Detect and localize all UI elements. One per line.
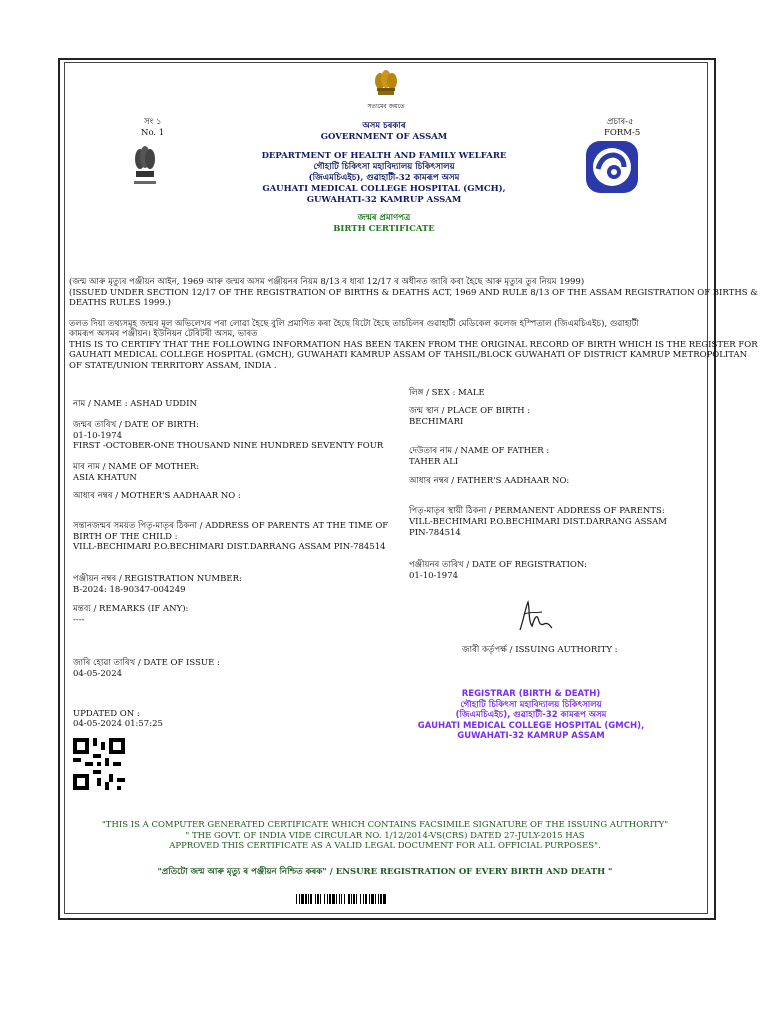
child-name: নাম / NAME : ASHAD UDDIN bbox=[73, 399, 197, 409]
footer-note-3: APPROVED THIS CERTIFICATE AS A VALID LEGAL DOCUMENT FOR ALL OFFICIAL PURPOSES". bbox=[169, 841, 601, 851]
sex-field: লিঙ্গ / SEX : MALE bbox=[409, 388, 485, 398]
father-name-value: TAHER ALI bbox=[409, 457, 459, 467]
footer-note-1: "THIS IS A COMPUTER GENERATED CERTIFICATE WHICH CONTAINS FACSIMILE SIGNATURE OF THE ISSUING AUTHORITY" bbox=[101, 820, 669, 830]
certificate-title: BIRTH CERTIFICATE bbox=[333, 224, 435, 234]
updated-on-value: 04-05-2024 01:57:25 bbox=[73, 719, 163, 729]
permanent-address-value-2: PIN-784514 bbox=[409, 528, 461, 538]
father-aadhaar-label: আধাৰ নম্বৰ / FATHER'S AADHAAR NO: bbox=[409, 476, 570, 486]
remarks-value: ---- bbox=[73, 615, 85, 625]
hospital-short-assamese: (জিএমচিএইচ), গুৱাহাটী-32 কামৰূপ অসম bbox=[308, 173, 460, 183]
registrar-hospital-assamese: গৌহাটি চিকিৎসা মহাবিদ্যালয় চিকিৎসালয় bbox=[460, 699, 602, 710]
place-of-birth-label: জন্ম স্থান / PLACE OF BIRTH : bbox=[409, 406, 531, 416]
national-emblem bbox=[366, 68, 406, 113]
legal-text-assamese-1: (জন্ম আৰু মৃত্যুৰ পঞ্জীয়ন আইন, 1969 আৰু জন্মৰ অসম পঞ্জীয়নৰ নিয়ম 8/13 ৰ ধাৰা 12/17 ৰ অধীনত জাৰি কৰা হৈছে আৰু মৃত্যুৰ তুৰ নিয়ম 1999) bbox=[69, 277, 585, 287]
legal-text-english-1: (ISSUED UNDER SECTION 12/17 OF THE REGISTRATION OF BIRTHS & DEATHS ACT, 1969 AND RULE 8/13 OF THE ASSAM REGISTRATION OF BIRTHS & bbox=[69, 287, 758, 298]
permanent-address-value-1: VILL-BECHIMARI P.O.BECHIMARI DIST.DARRANG ASSAM bbox=[409, 517, 667, 527]
signature-icon bbox=[512, 596, 556, 636]
birth-address-label-2: BIRTH OF THE CHILD : bbox=[73, 532, 178, 542]
mother-aadhaar-label: আধাৰ নম্বৰ / MOTHER'S AADHAAR NO : bbox=[73, 491, 241, 501]
state-emblem-icon bbox=[130, 145, 160, 189]
certify-text-english-2: GAUHATI MEDICAL COLLEGE HOSPITAL (GMCH), GUWAHATI KAMRUP ASSAM OF TAHSIL/BLOCK GUWAHATI OF DISTRICT KAMRUP METROPOLITAN bbox=[69, 350, 748, 360]
qr-code bbox=[73, 738, 125, 794]
signature bbox=[512, 596, 556, 640]
barcode bbox=[296, 889, 472, 908]
registration-date-value: 01-10-1974 bbox=[409, 571, 459, 581]
hospital-logo bbox=[584, 139, 640, 199]
dob-label: জন্মৰ তাৰিখ / DATE OF BIRTH: bbox=[73, 420, 199, 430]
issue-date-label: জাৰি হোৱা তাৰিখ / DATE OF ISSUE : bbox=[73, 658, 220, 668]
emblem-motto: সত্যমেব জয়তে bbox=[367, 103, 405, 110]
registration-number-label: পঞ্জীয়ন নম্বৰ / REGISTRATION NUMBER: bbox=[73, 574, 242, 584]
registrar-block bbox=[406, 689, 656, 742]
mother-name-label: মাৰ নাম / NAME OF MOTHER: bbox=[73, 462, 200, 472]
department-name: DEPARTMENT OF HEALTH AND FAMILY WELFARE bbox=[261, 151, 507, 161]
serial-number-english: No. 1 bbox=[141, 128, 165, 138]
state-emblem bbox=[130, 145, 160, 193]
government-name-assamese: অসম চৰকাৰ bbox=[362, 121, 406, 131]
issue-date-value: 04-05-2024 bbox=[73, 669, 123, 679]
crs-logo-icon bbox=[584, 139, 640, 195]
dob-words: FIRST -OCTOBER-ONE THOUSAND NINE HUNDRED SEVENTY FOUR bbox=[73, 441, 384, 451]
header-block bbox=[234, 121, 534, 235]
mother-name-value: ASIA KHATUN bbox=[73, 473, 137, 483]
updated-on-label: UPDATED ON : bbox=[73, 709, 140, 719]
registrar-title: REGISTRAR (BIRTH & DEATH) bbox=[461, 689, 601, 699]
government-name: GOVERNMENT OF ASSAM bbox=[320, 132, 448, 142]
dob-value: 01-10-1974 bbox=[73, 431, 123, 441]
legal-section bbox=[69, 277, 758, 371]
issuing-authority-label: জাৰী কৰ্তৃপৰ্ক্ষ / ISSUING AUTHORITY : bbox=[462, 645, 618, 655]
legal-text-english-2: DEATHS RULES 1999.) bbox=[69, 298, 171, 308]
footer-notes bbox=[64, 820, 706, 852]
remarks-label: মন্তব্য / REMARKS (IF ANY): bbox=[73, 604, 189, 614]
certify-text-english-1: THIS IS TO CERTIFY THAT THE FOLLOWING INFORMATION HAS BEEN TAKEN FROM THE ORIGINAL RECORD OF BIRTH WHICH IS THE REGISTER FOR bbox=[69, 339, 758, 350]
barcode-icon bbox=[296, 894, 472, 904]
qr-code-icon bbox=[73, 738, 125, 790]
registrar-hospital-location: GUWAHATI-32 KAMRUP ASSAM bbox=[457, 731, 605, 741]
national-emblem-icon bbox=[366, 68, 406, 98]
place-of-birth-value: BECHIMARI bbox=[409, 417, 464, 427]
slogan-row bbox=[64, 867, 706, 878]
registration-slogan: "প্ৰতিটো জন্ম আৰু মৃত্যু ৰ পঞ্জীয়ন নিশ্চিত কৰক" / ENSURE REGISTRATION OF EVERY BIRTH AND DEATH " bbox=[157, 867, 613, 877]
registrar-hospital-short-assamese: (জিএমচিএইচ), গুৱাহাটী-32 কামৰূপ অসম bbox=[455, 710, 607, 720]
birth-address-label-1: সন্তানজন্মৰ সময়ত পিতৃ-মাতৃৰ ঠিকনা / ADDRESS OF PARENTS AT THE TIME OF bbox=[73, 521, 389, 531]
permanent-address-label: পিতৃ-মাতৃৰ স্থায়ী ঠিকনা / PERMANENT ADDRESS OF PARENTS: bbox=[409, 506, 665, 516]
birth-address-value: VILL-BECHIMARI P.O.BECHIMARI DIST.DARRANG ASSAM PIN-784514 bbox=[73, 542, 386, 552]
hospital-name-assamese: গৌহাটি চিকিৎসা মহাবিদ্যালয় চিকিৎসালয় bbox=[313, 162, 455, 172]
serial-number-assamese: সং ১ bbox=[144, 117, 162, 127]
form-number-assamese: প্ৰচাৰ-৫ bbox=[607, 117, 634, 127]
form-number-english: FORM-5 bbox=[604, 128, 641, 138]
certify-text-assamese-1: তলত দিয়া তথ্যসমূহ জন্মৰ মূল অভিলেখৰ পৰা লোৱা হৈছে বুলি প্ৰমাণিত কৰা হৈছে যিটো হৈছে তাচচিলৰ গুৱাহাটী মেডিকেল কলেজ হস্পিতাল (জিএমচিএইচ), গুৱাহাটী bbox=[69, 318, 639, 329]
certify-text-english-3: OF STATE/UNION TERRITORY ASSAM, INDIA . bbox=[69, 360, 277, 371]
certify-text-assamese-2: কামৰূপ অসমৰ পঞ্জীয়ন। ইউনিয়ন টেৰিটৰী অসম, ভাৰত bbox=[69, 329, 258, 339]
certificate-title-assamese: জন্মৰ প্ৰমাণপত্ৰ bbox=[357, 213, 411, 223]
footer-note-2: " THE GOVT. OF INDIA VIDE CIRCULAR NO. 1/12/2014-VS(CRS) DATED 27-JULY-2015 HAS bbox=[185, 830, 585, 841]
registration-date-label: পঞ্জীয়নৰ তাৰিখ / DATE OF REGISTRATION: bbox=[409, 560, 587, 570]
hospital-location: GUWAHATI-32 KAMRUP ASSAM bbox=[306, 195, 462, 205]
registration-number-value: B-2024: 18-90347-004249 bbox=[73, 585, 186, 595]
father-name-label: দেউতাৰ নাম / NAME OF FATHER : bbox=[409, 446, 550, 456]
hospital-name: GAUHATI MEDICAL COLLEGE HOSPITAL (GMCH), bbox=[262, 184, 506, 194]
registrar-hospital-name: GAUHATI MEDICAL COLLEGE HOSPITAL (GMCH), bbox=[417, 720, 645, 731]
